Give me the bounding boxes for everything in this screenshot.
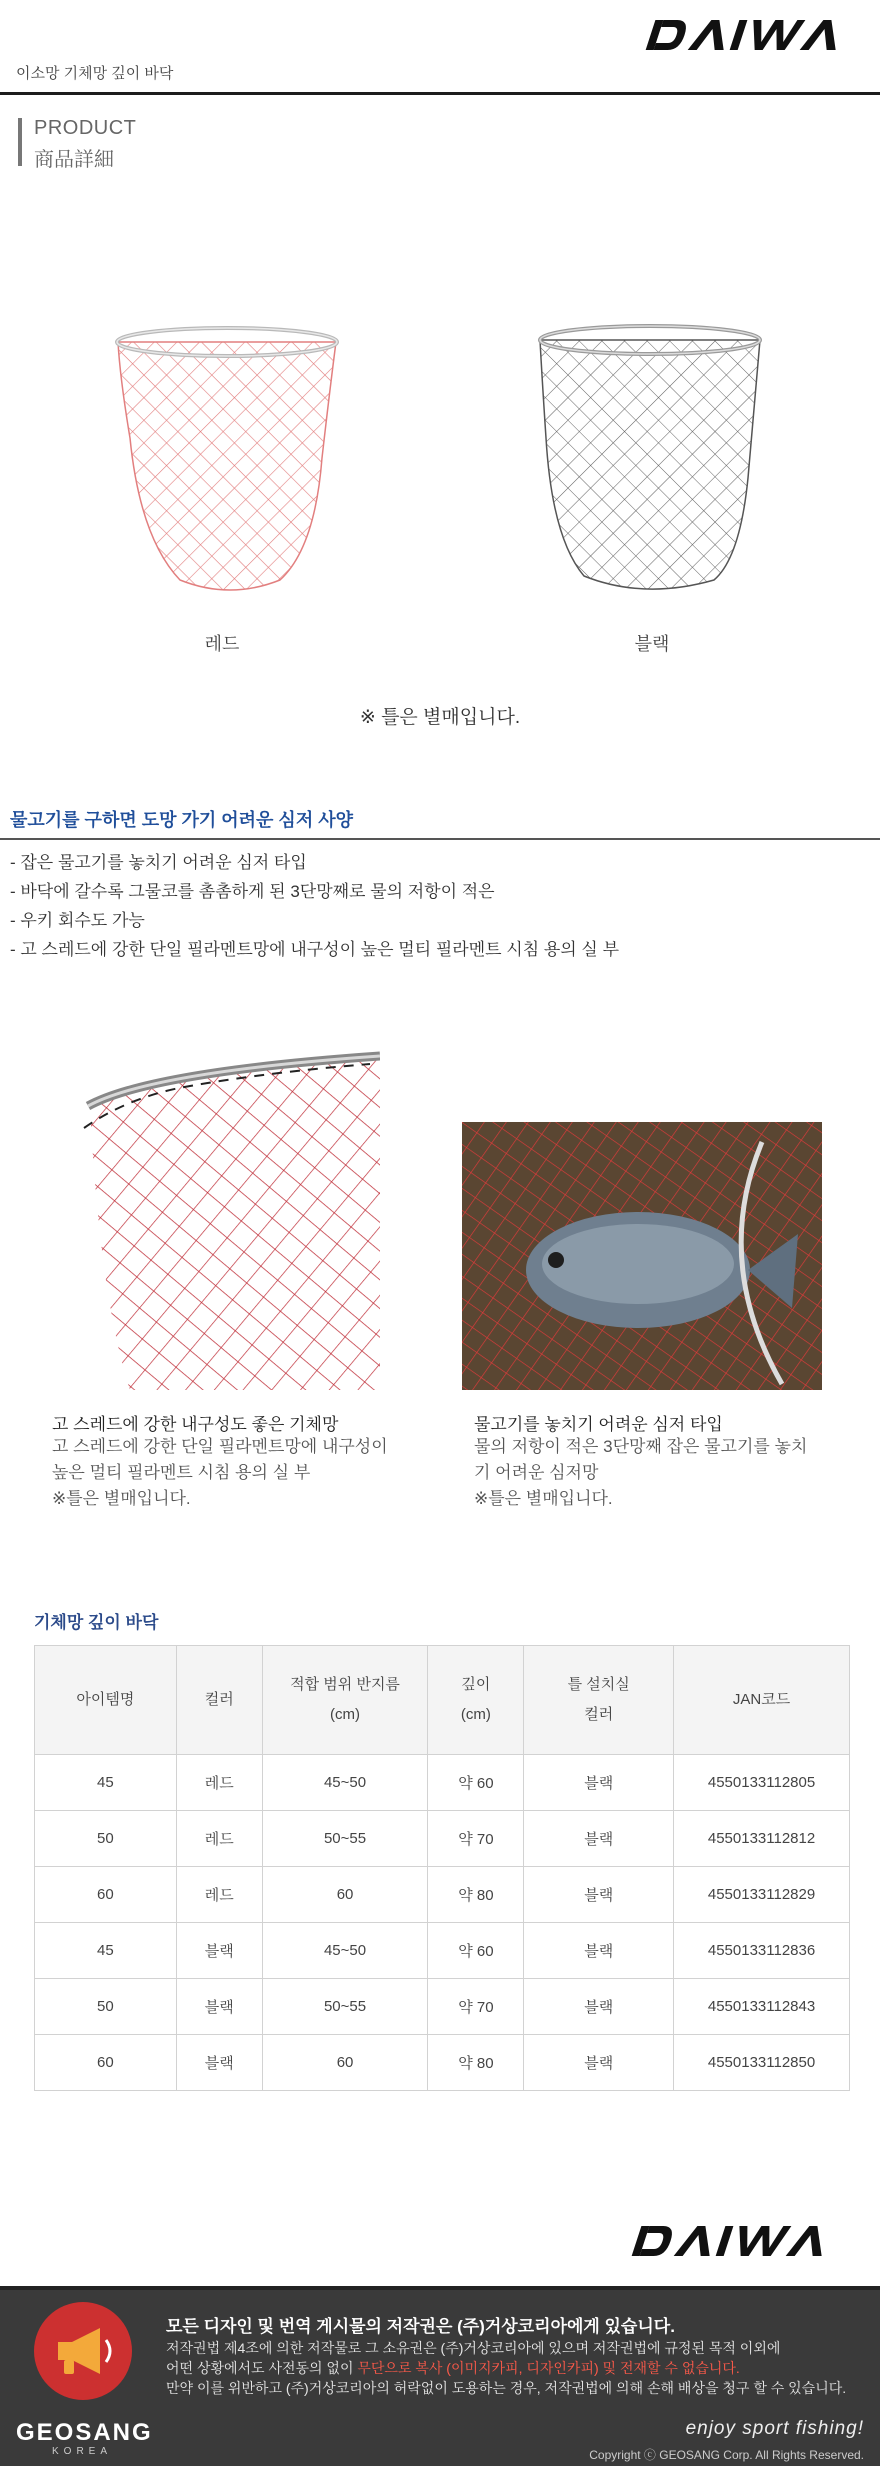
table-cell: 레드 (176, 1867, 262, 1923)
table-row (35, 2035, 850, 2091)
sold-separately-note: ※ 틀은 별매입니다. (359, 707, 521, 728)
table-cell: 약 80 (428, 1867, 524, 1923)
table-cell: 60 (35, 2035, 177, 2091)
column-header: 아이템명 (35, 1646, 177, 1755)
black-net-image (534, 318, 774, 600)
column-header: 깊이 (cm) (428, 1646, 524, 1755)
daiwa-footer-logo (624, 2218, 860, 2264)
svg-text:DAIWA: DAIWA (640, 12, 644, 13)
table-cell: 블랙 (524, 1811, 674, 1867)
feature-list (10, 848, 619, 964)
column-header: 틀 설치실 컬러 (524, 1646, 674, 1755)
copyright-line: 만약 이를 위반하고 (주)거상코리아의 허락없이 도용하는 경우, 저작권법에 의해 손해 배상을 청구 할 수 있습니다. (166, 2380, 847, 2396)
table-cell: 50 (35, 1979, 177, 2035)
table-cell: 블랙 (176, 2035, 262, 2091)
table-cell: 블랙 (524, 1755, 674, 1811)
feature-item: - 우키 회수도 가능 (10, 911, 145, 930)
table-cell: 60 (35, 1867, 177, 1923)
table-cell: 60 (262, 2035, 428, 2091)
table-cell: 약 70 (428, 1811, 524, 1867)
copyright-line: 어떤 상황에서도 사전동의 없이 무단으로 복사 (이미지카피, 디자인카피) 및 전재할 수 없습니다. (166, 2360, 740, 2376)
detail-caption-line: 높은 멀티 필라멘트 시침 용의 실 부 (52, 1463, 311, 1482)
copyright-warning: 무단으로 복사 (이미지카피, 디자인카피) 및 전재할 수 없습니다. (357, 2360, 740, 2376)
detail-caption-line: ※틀은 별매입니다. (474, 1489, 613, 1508)
spec-table (34, 1645, 850, 2091)
table-cell: 레드 (176, 1811, 262, 1867)
table-cell: 약 70 (428, 1979, 524, 2035)
detail-caption-title: 고 스레드에 강한 내구성도 좋은 기체망 (52, 1415, 339, 1434)
table-cell: 45 (35, 1755, 177, 1811)
feature-divider (0, 838, 880, 840)
table-cell: 45~50 (262, 1923, 428, 1979)
company-name: GEOSANG (16, 2419, 153, 2446)
detail-caption-line: ※틀은 별매입니다. (52, 1489, 191, 1508)
detail-caption-body (52, 1434, 412, 1512)
table-cell: 60 (262, 1867, 428, 1923)
feature-item: - 바닥에 갈수록 그물코를 촘촘하게 된 3단망째로 물의 저항이 적은 (10, 882, 495, 901)
table-cell: 4550133112850 (674, 2035, 850, 2091)
megaphone-icon (34, 2302, 132, 2400)
table-cell: 블랙 (524, 1867, 674, 1923)
table-cell: 블랙 (524, 2035, 674, 2091)
svg-text:DAIWA: DAIWA (626, 2218, 630, 2219)
slogan: enjoy sport fishing! (685, 2418, 864, 2439)
spec-table-title: 기체망 깊이 바닥 (34, 1613, 159, 1632)
table-cell: 50~55 (262, 1811, 428, 1867)
detail-caption-title: 물고기를 놓치기 어려운 심저 타입 (474, 1415, 723, 1434)
copyright-heading: 모든 디자인 및 번역 게시물의 저작권은 (주)거상코리아에게 있습니다. (166, 2317, 675, 2336)
section-marker (18, 118, 22, 166)
table-row (35, 1811, 850, 1867)
table-cell: 블랙 (176, 1979, 262, 2035)
table-cell: 45 (35, 1923, 177, 1979)
table-cell: 50 (35, 1811, 177, 1867)
copyright-notice: Copyright ⓒ GEOSANG Corp. All Rights Reserved. (589, 2448, 864, 2462)
daiwa-logo (640, 12, 872, 58)
product-label-ko: 商品詳細 (34, 149, 114, 171)
table-row (35, 1755, 850, 1811)
table-cell: 블랙 (524, 1979, 674, 2035)
table-cell: 약 60 (428, 1755, 524, 1811)
table-cell: 약 60 (428, 1923, 524, 1979)
detail-caption-body (474, 1434, 834, 1512)
megaphone-badge (34, 2302, 132, 2400)
table-cell: 약 80 (428, 2035, 524, 2091)
column-header: JAN코드 (674, 1646, 850, 1755)
table-row (35, 1867, 850, 1923)
feature-item: - 고 스레드에 강한 단일 필라멘트망에 내구성이 높은 멀티 필라멘트 시침 용의 실 부 (10, 940, 619, 959)
table-cell: 4550133112836 (674, 1923, 850, 1979)
table-cell: 블랙 (524, 1923, 674, 1979)
fish-in-net-image (462, 1122, 822, 1390)
table-cell: 4550133112829 (674, 1867, 850, 1923)
page-title: 이소망 기체망 깊이 바닥 (16, 65, 174, 82)
detail-caption-line: 고 스레드에 강한 단일 필라멘트망에 내구성이 (52, 1437, 388, 1456)
feature-item: - 잡은 물고기를 놓치기 어려운 심저 타입 (10, 853, 307, 872)
product-label-en: PRODUCT (34, 117, 137, 139)
detail-caption-line: 기 어려운 심저망 (474, 1463, 599, 1482)
table-cell: 50~55 (262, 1979, 428, 2035)
column-header: 컬러 (176, 1646, 262, 1755)
table-row (35, 1923, 850, 1979)
variant-label-red: 레드 (204, 634, 240, 654)
company-subtitle: KOREA (52, 2446, 113, 2457)
table-cell: 4550133112843 (674, 1979, 850, 2035)
column-header: 적합 범위 반지름 (cm) (262, 1646, 428, 1755)
header-divider (0, 92, 880, 95)
table-cell: 블랙 (176, 1923, 262, 1979)
feature-heading: 물고기를 구하면 도망 가기 어려운 심저 사양 (10, 810, 353, 830)
rim-closeup-image (70, 1048, 380, 1390)
table-row (35, 1979, 850, 2035)
variant-label-black: 블랙 (634, 634, 670, 654)
red-net-image (110, 318, 350, 600)
table-cell: 레드 (176, 1755, 262, 1811)
table-cell: 4550133112812 (674, 1811, 850, 1867)
table-header-row (35, 1646, 850, 1755)
table-cell: 4550133112805 (674, 1755, 850, 1811)
copyright-line: 저작권법 제4조에 의한 저작물로 그 소유권은 (주)거상코리아에 있으며 저작권법에 규정된 목적 이외에 (166, 2340, 781, 2356)
table-cell: 45~50 (262, 1755, 428, 1811)
detail-caption-line: 물의 저항이 적은 3단망째 잡은 물고기를 놓치 (474, 1437, 808, 1456)
